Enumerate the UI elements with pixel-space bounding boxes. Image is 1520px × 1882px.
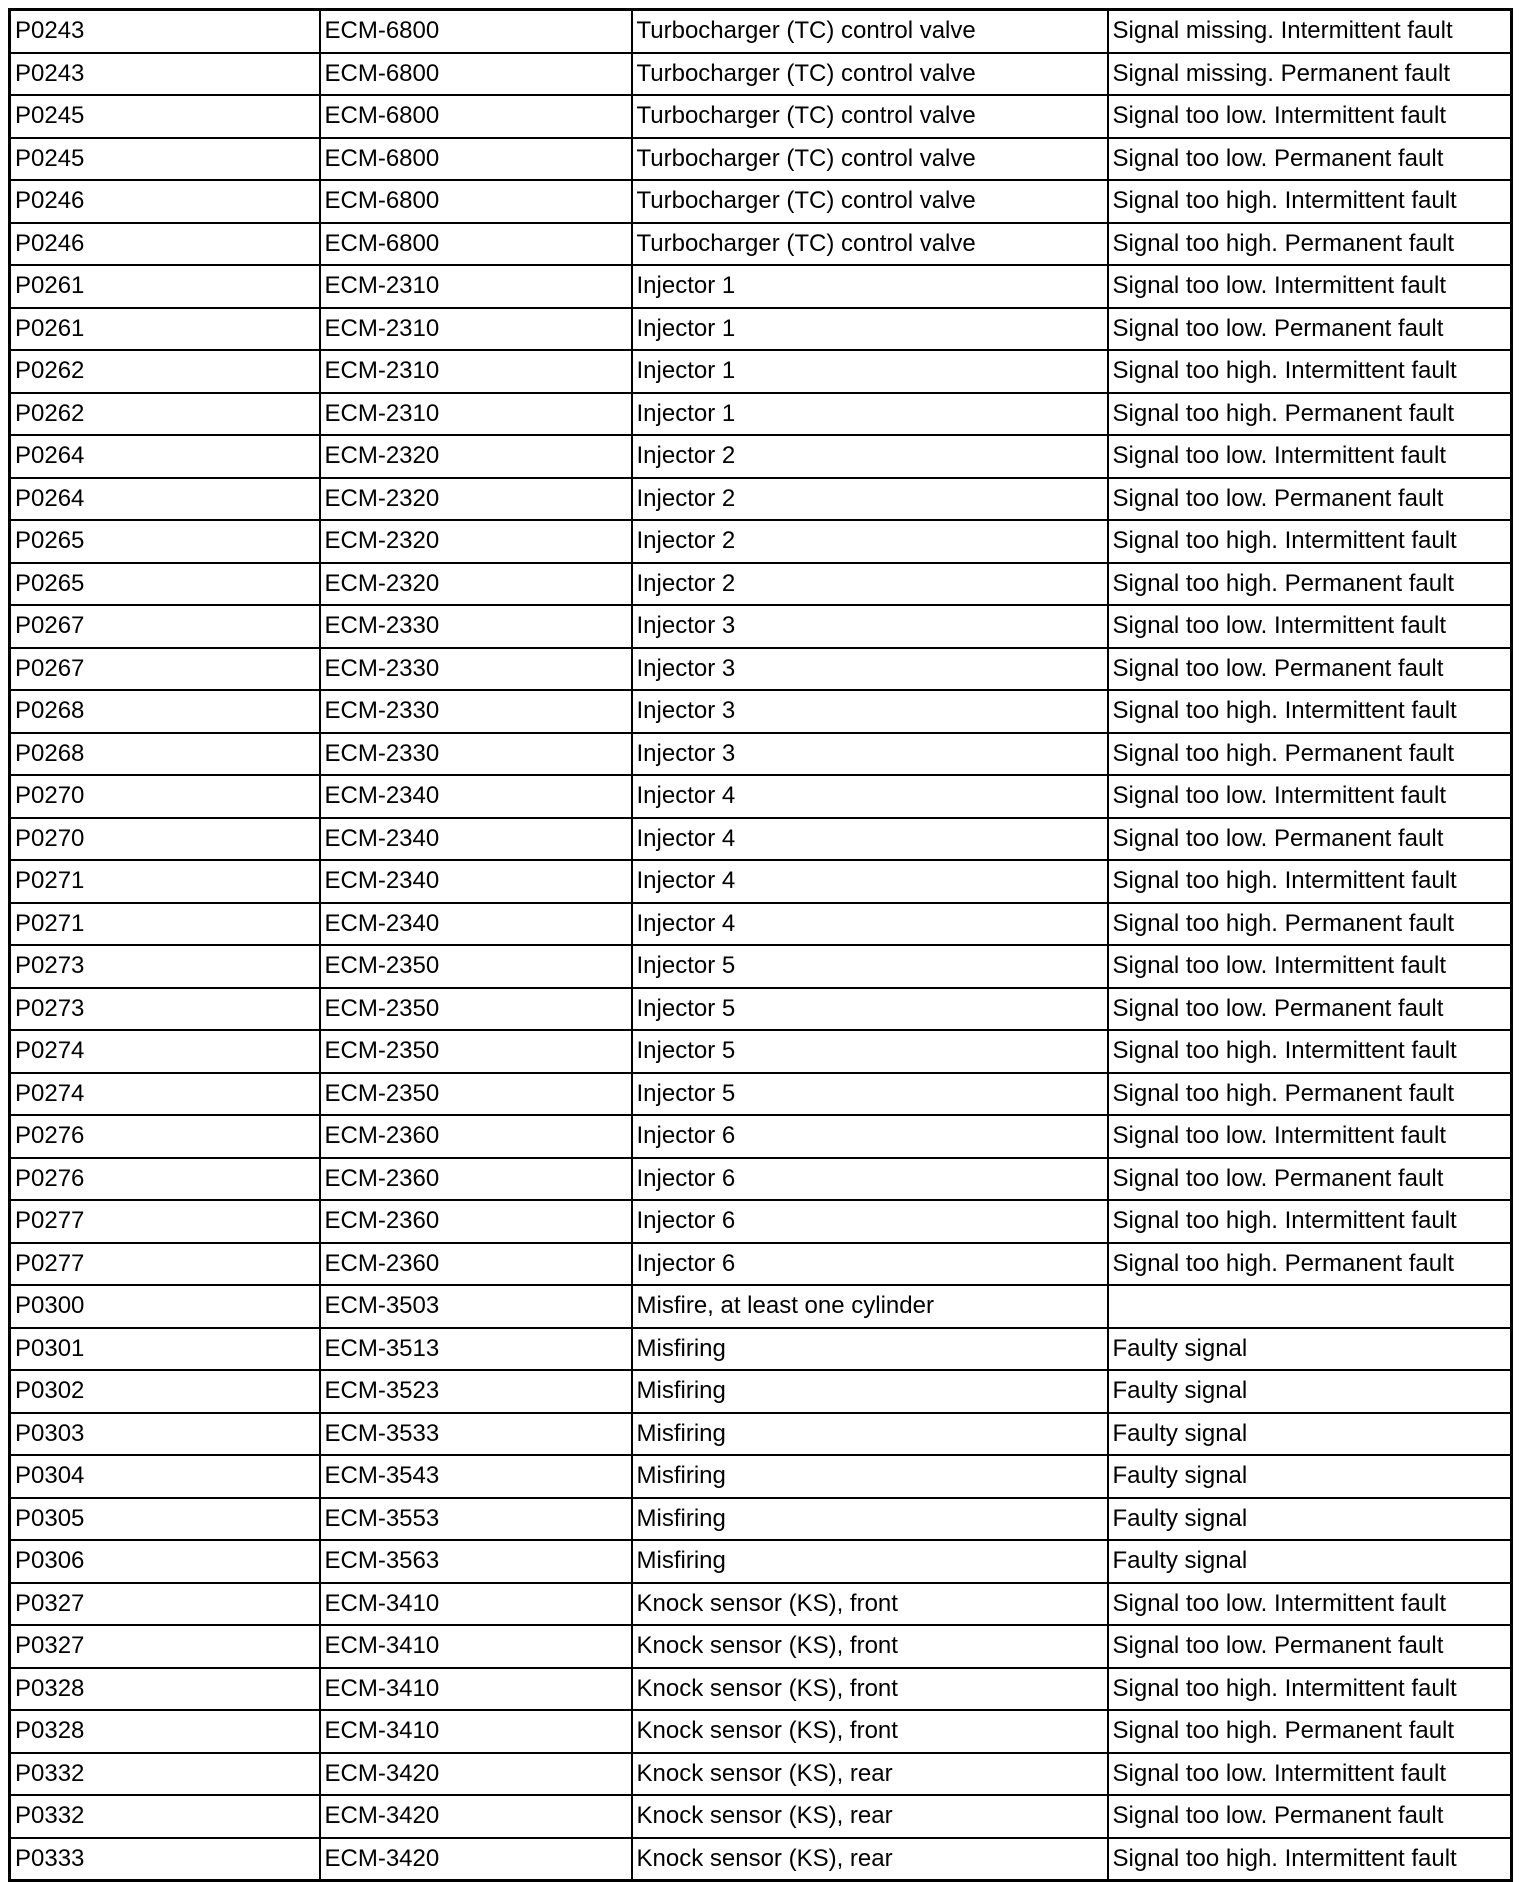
fault-code-cell: P0277 [10, 1243, 320, 1286]
fault-type-cell: Faulty signal [1108, 1413, 1512, 1456]
fault-code-cell: P0333 [10, 1838, 320, 1881]
ecm-code-cell: ECM-3420 [320, 1838, 632, 1881]
ecm-code-cell: ECM-2310 [320, 265, 632, 308]
ecm-code-cell: ECM-2330 [320, 733, 632, 776]
fault-code-cell: P0245 [10, 95, 320, 138]
fault-type-cell: Faulty signal [1108, 1498, 1512, 1541]
ecm-code-cell: ECM-3553 [320, 1498, 632, 1541]
ecm-code-cell: ECM-6800 [320, 223, 632, 266]
fault-type-cell: Signal too high. Intermittent fault [1108, 860, 1512, 903]
fault-type-cell: Signal too high. Intermittent fault [1108, 1838, 1512, 1881]
fault-code-cell: P0267 [10, 648, 320, 691]
table-row [10, 1795, 1512, 1838]
component-cell: Injector 1 [632, 265, 1108, 308]
fault-code-cell: P0270 [10, 775, 320, 818]
table-row [10, 478, 1512, 521]
fault-code-cell: P0273 [10, 988, 320, 1031]
fault-code-cell: P0265 [10, 520, 320, 563]
component-cell: Injector 2 [632, 478, 1108, 521]
component-cell: Injector 3 [632, 690, 1108, 733]
fault-type-cell: Signal too low. Permanent fault [1108, 1158, 1512, 1201]
fault-type-cell: Signal too high. Intermittent fault [1108, 1200, 1512, 1243]
fault-type-cell: Signal too high. Permanent fault [1108, 1073, 1512, 1116]
fault-type-cell: Signal missing. Permanent fault [1108, 53, 1512, 96]
component-cell: Injector 5 [632, 945, 1108, 988]
fault-type-cell: Signal too high. Intermittent fault [1108, 1668, 1512, 1711]
ecm-code-cell: ECM-2310 [320, 350, 632, 393]
component-cell: Knock sensor (KS), front [632, 1583, 1108, 1626]
table-row [10, 1158, 1512, 1201]
fault-code-cell: P0328 [10, 1668, 320, 1711]
component-cell: Injector 5 [632, 1030, 1108, 1073]
component-cell: Knock sensor (KS), rear [632, 1753, 1108, 1796]
table-row [10, 1753, 1512, 1796]
component-cell: Injector 1 [632, 308, 1108, 351]
table-row [10, 393, 1512, 436]
ecm-code-cell: ECM-2360 [320, 1200, 632, 1243]
ecm-code-cell: ECM-2340 [320, 903, 632, 946]
ecm-code-cell: ECM-2320 [320, 435, 632, 478]
ecm-code-cell: ECM-6800 [320, 53, 632, 96]
component-cell: Misfiring [632, 1540, 1108, 1583]
ecm-code-cell: ECM-3523 [320, 1370, 632, 1413]
ecm-code-cell: ECM-2350 [320, 945, 632, 988]
fault-code-cell: P0274 [10, 1030, 320, 1073]
ecm-code-cell: ECM-3543 [320, 1455, 632, 1498]
fault-type-cell: Signal too high. Intermittent fault [1108, 350, 1512, 393]
table-row [10, 95, 1512, 138]
fault-type-cell: Signal too low. Intermittent fault [1108, 945, 1512, 988]
table-row [10, 903, 1512, 946]
table-row [10, 180, 1512, 223]
ecm-code-cell: ECM-2320 [320, 520, 632, 563]
table-row [10, 860, 1512, 903]
fault-type-cell: Signal too high. Intermittent fault [1108, 690, 1512, 733]
ecm-code-cell: ECM-2330 [320, 690, 632, 733]
fault-code-cell: P0243 [10, 10, 320, 53]
component-cell: Injector 6 [632, 1200, 1108, 1243]
fault-code-cell: P0265 [10, 563, 320, 606]
component-cell: Turbocharger (TC) control valve [632, 53, 1108, 96]
fault-code-cell: P0246 [10, 180, 320, 223]
table-row [10, 945, 1512, 988]
fault-code-cell: P0264 [10, 478, 320, 521]
document-page [8, 8, 1513, 1882]
component-cell: Injector 3 [632, 733, 1108, 776]
component-cell: Injector 1 [632, 393, 1108, 436]
ecm-code-cell: ECM-6800 [320, 95, 632, 138]
component-cell: Injector 6 [632, 1158, 1108, 1201]
component-cell: Knock sensor (KS), front [632, 1625, 1108, 1668]
ecm-code-cell: ECM-3420 [320, 1753, 632, 1796]
table-row [10, 1030, 1512, 1073]
table-row [10, 1413, 1512, 1456]
ecm-code-cell: ECM-2340 [320, 818, 632, 861]
fault-code-cell: P0274 [10, 1073, 320, 1116]
component-cell: Turbocharger (TC) control valve [632, 180, 1108, 223]
component-cell: Injector 4 [632, 903, 1108, 946]
fault-type-cell: Signal too high. Permanent fault [1108, 733, 1512, 776]
fault-type-cell: Faulty signal [1108, 1540, 1512, 1583]
component-cell: Misfiring [632, 1413, 1108, 1456]
fault-code-cell: P0246 [10, 223, 320, 266]
fault-type-cell: Signal too low. Intermittent fault [1108, 1753, 1512, 1796]
fault-type-cell: Signal too low. Permanent fault [1108, 138, 1512, 181]
component-cell: Misfiring [632, 1370, 1108, 1413]
fault-code-cell: P0273 [10, 945, 320, 988]
ecm-code-cell: ECM-3410 [320, 1625, 632, 1668]
fault-code-cell: P0261 [10, 308, 320, 351]
ecm-code-cell: ECM-2350 [320, 988, 632, 1031]
fault-type-cell: Signal too high. Permanent fault [1108, 1710, 1512, 1753]
fault-type-cell: Signal too high. Intermittent fault [1108, 180, 1512, 223]
fault-code-cell: P0267 [10, 605, 320, 648]
table-row [10, 648, 1512, 691]
component-cell: Injector 6 [632, 1115, 1108, 1158]
table-row [10, 690, 1512, 733]
component-cell: Injector 4 [632, 775, 1108, 818]
table-row [10, 1455, 1512, 1498]
table-row [10, 308, 1512, 351]
ecm-code-cell: ECM-2330 [320, 648, 632, 691]
fault-code-cell: P0328 [10, 1710, 320, 1753]
fault-type-cell: Signal too high. Permanent fault [1108, 223, 1512, 266]
table-row [10, 1838, 1512, 1881]
component-cell: Injector 3 [632, 605, 1108, 648]
fault-code-cell: P0306 [10, 1540, 320, 1583]
fault-code-cell: P0332 [10, 1753, 320, 1796]
fault-type-cell [1108, 1285, 1512, 1328]
component-cell: Misfiring [632, 1498, 1108, 1541]
ecm-code-cell: ECM-2320 [320, 563, 632, 606]
table-row [10, 1115, 1512, 1158]
table-row [10, 265, 1512, 308]
ecm-code-cell: ECM-2310 [320, 308, 632, 351]
fault-type-cell: Faulty signal [1108, 1455, 1512, 1498]
fault-code-cell: P0271 [10, 903, 320, 946]
fault-code-cell: P0302 [10, 1370, 320, 1413]
fault-type-cell: Signal too low. Intermittent fault [1108, 1583, 1512, 1626]
fault-type-cell: Signal too low. Permanent fault [1108, 988, 1512, 1031]
fault-type-cell: Signal too low. Intermittent fault [1108, 605, 1512, 648]
component-cell: Injector 5 [632, 988, 1108, 1031]
ecm-code-cell: ECM-3410 [320, 1710, 632, 1753]
ecm-code-cell: ECM-2350 [320, 1030, 632, 1073]
component-cell: Turbocharger (TC) control valve [632, 138, 1108, 181]
fault-code-cell: P0305 [10, 1498, 320, 1541]
component-cell: Turbocharger (TC) control valve [632, 10, 1108, 53]
fault-code-cell: P0327 [10, 1625, 320, 1668]
table-row [10, 520, 1512, 563]
table-row [10, 223, 1512, 266]
component-cell: Injector 2 [632, 563, 1108, 606]
fault-code-cell: P0261 [10, 265, 320, 308]
fault-code-cell: P0303 [10, 1413, 320, 1456]
component-cell: Knock sensor (KS), front [632, 1710, 1108, 1753]
ecm-code-cell: ECM-3420 [320, 1795, 632, 1838]
fault-code-cell: P0276 [10, 1115, 320, 1158]
fault-code-cell: P0262 [10, 393, 320, 436]
table-row [10, 1370, 1512, 1413]
fault-type-cell: Faulty signal [1108, 1370, 1512, 1413]
fault-type-cell: Signal too high. Permanent fault [1108, 563, 1512, 606]
fault-type-cell: Signal too low. Permanent fault [1108, 648, 1512, 691]
fault-type-cell: Signal too low. Permanent fault [1108, 478, 1512, 521]
table-row [10, 563, 1512, 606]
fault-type-cell: Faulty signal [1108, 1328, 1512, 1371]
component-cell: Knock sensor (KS), rear [632, 1795, 1108, 1838]
component-cell: Injector 2 [632, 435, 1108, 478]
table-row [10, 53, 1512, 96]
ecm-code-cell: ECM-2360 [320, 1243, 632, 1286]
fault-code-cell: P0268 [10, 733, 320, 776]
fault-code-cell: P0262 [10, 350, 320, 393]
component-cell: Injector 1 [632, 350, 1108, 393]
component-cell: Injector 4 [632, 818, 1108, 861]
table-row [10, 10, 1512, 53]
ecm-code-cell: ECM-2360 [320, 1158, 632, 1201]
fault-code-cell: P0245 [10, 138, 320, 181]
table-row [10, 1710, 1512, 1753]
fault-code-cell: P0276 [10, 1158, 320, 1201]
fault-code-cell: P0270 [10, 818, 320, 861]
fault-type-cell: Signal too low. Intermittent fault [1108, 265, 1512, 308]
table-row [10, 1583, 1512, 1626]
fault-code-cell: P0300 [10, 1285, 320, 1328]
fault-type-cell: Signal too low. Intermittent fault [1108, 1115, 1512, 1158]
table-row [10, 775, 1512, 818]
ecm-code-cell: ECM-2310 [320, 393, 632, 436]
table-row [10, 1285, 1512, 1328]
fault-type-cell: Signal too high. Permanent fault [1108, 393, 1512, 436]
component-cell: Turbocharger (TC) control valve [632, 223, 1108, 266]
table-row [10, 1540, 1512, 1583]
fault-code-cell: P0271 [10, 860, 320, 903]
fault-type-cell: Signal too low. Intermittent fault [1108, 435, 1512, 478]
fault-code-cell: P0268 [10, 690, 320, 733]
fault-code-cell: P0327 [10, 1583, 320, 1626]
ecm-code-cell: ECM-3533 [320, 1413, 632, 1456]
ecm-code-cell: ECM-3563 [320, 1540, 632, 1583]
component-cell: Misfire, at least one cylinder [632, 1285, 1108, 1328]
fault-type-cell: Signal too low. Permanent fault [1108, 308, 1512, 351]
fault-type-cell: Signal too high. Intermittent fault [1108, 520, 1512, 563]
table-row [10, 818, 1512, 861]
fault-code-cell: P0332 [10, 1795, 320, 1838]
ecm-code-cell: ECM-3410 [320, 1668, 632, 1711]
fault-type-cell: Signal too low. Intermittent fault [1108, 775, 1512, 818]
component-cell: Misfiring [632, 1328, 1108, 1371]
component-cell: Misfiring [632, 1455, 1108, 1498]
fault-type-cell: Signal too high. Permanent fault [1108, 903, 1512, 946]
ecm-code-cell: ECM-3410 [320, 1583, 632, 1626]
table-row [10, 605, 1512, 648]
table-row [10, 1200, 1512, 1243]
ecm-code-cell: ECM-3503 [320, 1285, 632, 1328]
fault-code-cell: P0277 [10, 1200, 320, 1243]
table-row [10, 733, 1512, 776]
fault-type-cell: Signal too high. Permanent fault [1108, 1243, 1512, 1286]
fault-code-cell: P0264 [10, 435, 320, 478]
component-cell: Knock sensor (KS), front [632, 1668, 1108, 1711]
table-row [10, 1073, 1512, 1116]
ecm-code-cell: ECM-6800 [320, 10, 632, 53]
table-row [10, 350, 1512, 393]
fault-code-table-body [10, 10, 1512, 1881]
ecm-code-cell: ECM-2340 [320, 860, 632, 903]
component-cell: Turbocharger (TC) control valve [632, 95, 1108, 138]
ecm-code-cell: ECM-2360 [320, 1115, 632, 1158]
component-cell: Injector 3 [632, 648, 1108, 691]
table-row [10, 1243, 1512, 1286]
table-row [10, 1498, 1512, 1541]
component-cell: Injector 2 [632, 520, 1108, 563]
component-cell: Injector 6 [632, 1243, 1108, 1286]
fault-type-cell: Signal too low. Permanent fault [1108, 1625, 1512, 1668]
table-row [10, 1328, 1512, 1371]
ecm-code-cell: ECM-2350 [320, 1073, 632, 1116]
fault-code-cell: P0304 [10, 1455, 320, 1498]
fault-type-cell: Signal missing. Intermittent fault [1108, 10, 1512, 53]
fault-code-cell: P0243 [10, 53, 320, 96]
fault-type-cell: Signal too low. Intermittent fault [1108, 95, 1512, 138]
fault-type-cell: Signal too low. Permanent fault [1108, 818, 1512, 861]
ecm-code-cell: ECM-2330 [320, 605, 632, 648]
ecm-code-cell: ECM-6800 [320, 138, 632, 181]
table-row [10, 1668, 1512, 1711]
table-row [10, 1625, 1512, 1668]
ecm-code-cell: ECM-3513 [320, 1328, 632, 1371]
component-cell: Injector 5 [632, 1073, 1108, 1116]
fault-type-cell: Signal too high. Intermittent fault [1108, 1030, 1512, 1073]
fault-code-table [8, 8, 1513, 1882]
table-row [10, 988, 1512, 1031]
component-cell: Knock sensor (KS), rear [632, 1838, 1108, 1881]
fault-type-cell: Signal too low. Permanent fault [1108, 1795, 1512, 1838]
table-row [10, 138, 1512, 181]
table-row [10, 435, 1512, 478]
ecm-code-cell: ECM-6800 [320, 180, 632, 223]
ecm-code-cell: ECM-2320 [320, 478, 632, 521]
fault-code-cell: P0301 [10, 1328, 320, 1371]
component-cell: Injector 4 [632, 860, 1108, 903]
ecm-code-cell: ECM-2340 [320, 775, 632, 818]
